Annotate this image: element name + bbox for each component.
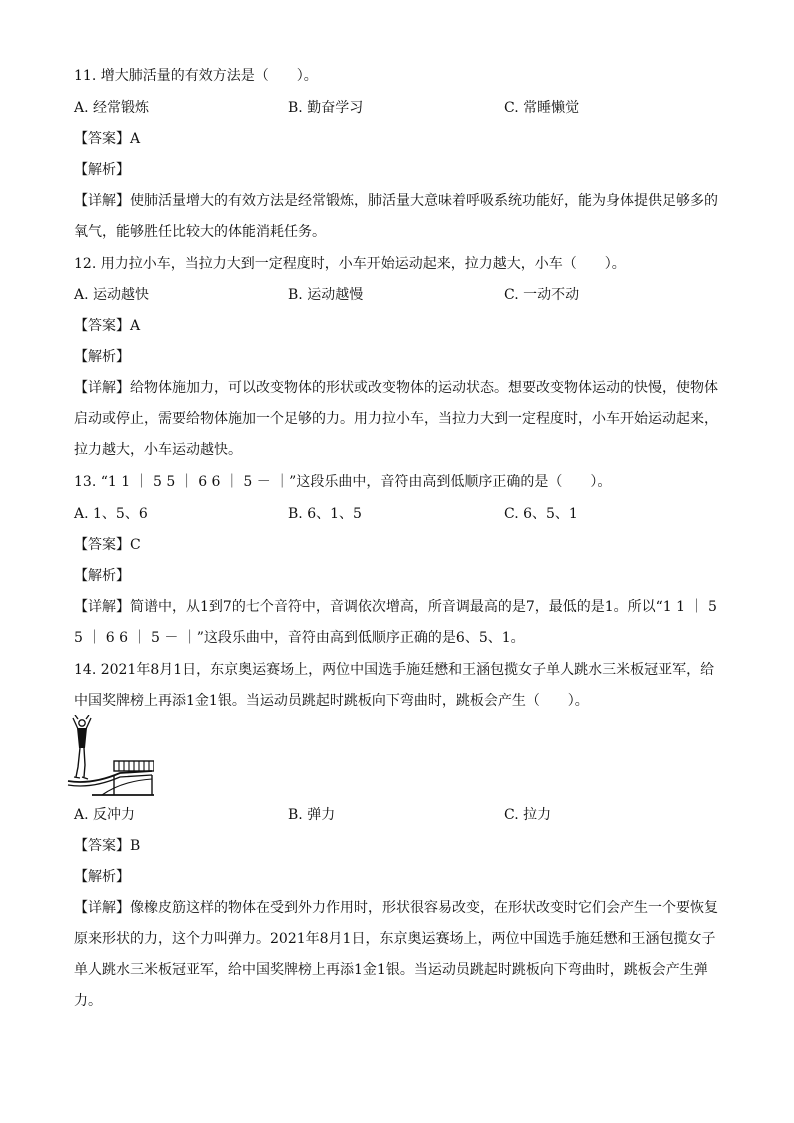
question-14-option-b: B. 弹力 <box>288 807 336 823</box>
question-13-option-b: B. 6、1、5 <box>288 506 362 522</box>
question-11-detail <box>74 186 724 248</box>
question-12-detail <box>74 373 724 466</box>
question-12-option-c: C. 一动不动 <box>504 287 580 303</box>
answer-value: C <box>130 537 141 553</box>
answer-value: A <box>130 318 141 334</box>
question-11-option-b: B. 勤奋学习 <box>288 100 364 116</box>
question-13-analysis-tag: 【解析】 <box>74 568 130 584</box>
question-11-analysis-tag: 【解析】 <box>74 162 130 178</box>
question-13-stem: 13. “1 1 ｜ 5 5 ｜ 6 6 ｜ 5 － ｜”这段乐曲中，音符由高到低顺序正确的是（ ）。 <box>74 474 612 490</box>
question-14-answer <box>74 836 140 856</box>
question-12-analysis-tag: 【解析】 <box>74 349 130 365</box>
detail-tag: 【详解】 <box>74 900 130 916</box>
detail-tag: 【详解】 <box>74 599 130 615</box>
answer-tag: 【答案】 <box>74 318 130 334</box>
answer-tag: 【答案】 <box>74 537 130 553</box>
question-12-option-a: A. 运动越快 <box>74 287 150 303</box>
question-11-option-a: A. 经常锻炼 <box>74 100 150 116</box>
question-14-option-c: C. 拉力 <box>504 807 552 823</box>
answer-value: A <box>130 131 141 147</box>
question-11-answer <box>74 129 140 149</box>
question-13-detail <box>74 592 724 654</box>
question-14-analysis-tag: 【解析】 <box>74 869 130 885</box>
question-11-stem: 11. 增大肺活量的有效方法是（ ）。 <box>74 68 318 84</box>
question-12-option-b: B. 运动越慢 <box>288 287 364 303</box>
question-12-answer <box>74 316 140 336</box>
question-12-stem: 12. 用力拉小车，当拉力大到一定程度时，小车开始运动起来，拉力越大，小车（ ）。 <box>74 256 626 272</box>
answer-tag: 【答案】 <box>74 131 130 147</box>
detail-text: 像橡皮筋这样的物体在受到外力作用时，形状很容易改变，在形状改变时它们会产生一个要恢复原来形状的力，这个力叫弹力。2021年8月1日，东京奥运赛场上，两位中国选手施廷懋和王涵包揽女子单人跳水三米板冠亚军，给中国奖牌榜上再添1金1银。当运动员跳起时跳板向下弯曲时，跳板会产生弹力。 <box>74 900 718 1009</box>
question-11-option-c: C. 常睡懒觉 <box>504 100 580 116</box>
question-13-option-c: C. 6、5、1 <box>504 506 578 522</box>
detail-text: 简谱中，从1到7的七个音符中，音调依次增高，所音调最高的是7，最低的是1。所以“1 1 ｜ 5 5 ｜ 6 6 ｜ 5 － ｜”这段乐曲中，音符由高到低顺序正确的是6、5、1。 <box>74 599 717 646</box>
question-14-option-a: A. 反冲力 <box>74 807 136 823</box>
answer-value: B <box>130 838 141 854</box>
question-14-detail <box>74 893 724 1017</box>
detail-tag: 【详解】 <box>74 380 130 396</box>
diving-board-figure <box>62 715 154 799</box>
detail-text: 使肺活量增大的有效方法是经常锻炼，肺活量大意味着呼吸系统功能好，能为身体提供足够多的氧气，能够胜任比较大的体能消耗任务。 <box>74 193 718 240</box>
detail-tag: 【详解】 <box>74 193 130 209</box>
question-13-answer <box>74 535 141 555</box>
answer-tag: 【答案】 <box>74 838 130 854</box>
question-13-option-a: A. 1、5、6 <box>74 506 148 522</box>
question-14-stem: 14. 2021年8月1日，东京奥运赛场上，两位中国选手施廷懋和王涵包揽女子单人跳水三米板冠亚军，给中国奖牌榜上再添1金1银。当运动员跳起时跳板向下弯曲时，跳板会产生（ ）。 <box>74 662 715 709</box>
detail-text: 给物体施加力，可以改变物体的形状或改变物体的运动状态。想要改变物体运动的快慢，使物体启动或停止，需要给物体施加一个足够的力。用力拉小车，当拉力大到一定程度时，小车开始运动起来，拉力越大，小车运动越快。 <box>74 380 718 458</box>
